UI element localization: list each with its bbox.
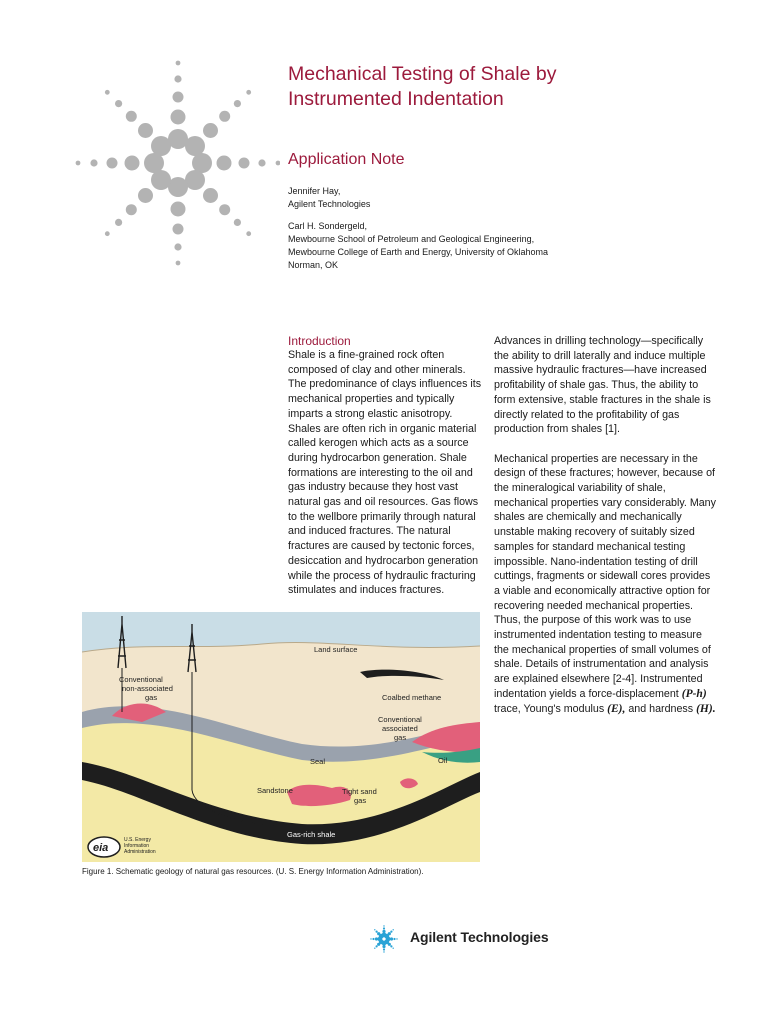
geology-figure — [82, 612, 480, 862]
spark-dot — [219, 204, 230, 215]
intro-paragraph: Shale is a fine-grained rock often composed of clay and other minerals. The predominance of clays influences its mechanical properties and typically imparts a strong elastic anisotropy. Shales are often rich in organic material called kerogen which acts as a source during hydrocarbon generation. Shale formations are interesting to the oil and gas industry because they host vast natural gas and oil resources. Gas flows to the wellbore primarily through natural and induced fractures. The natural fractures are caused by tectonic forces, desiccation and hydrocarbon generation while the process of hydraulic fracturing stimulates and induces fractures. — [288, 349, 482, 597]
spark-dot — [234, 100, 241, 107]
footer-spark-dot — [383, 951, 384, 952]
label-tight-sand-2: gas — [354, 796, 367, 805]
spark-dot — [125, 156, 140, 171]
footer-spark-dot — [374, 929, 375, 930]
agilent-spark-logo — [70, 58, 280, 268]
label-tight-sand-1: Tight sand — [342, 787, 377, 796]
spark-dot — [234, 219, 241, 226]
footer-spark-dot — [375, 937, 378, 940]
spark-dot — [126, 111, 137, 122]
spark-dot — [173, 224, 184, 235]
label-oil: Oil — [438, 756, 448, 765]
agilent-footer-spark-icon — [368, 924, 400, 954]
spark-dot — [90, 159, 97, 166]
footer-spark-dot — [396, 938, 397, 939]
spark-dot — [105, 90, 110, 95]
label-conventional-assoc-3: gas — [394, 733, 407, 742]
spark-dot — [115, 100, 122, 107]
symbol-e: (E), — [607, 702, 626, 715]
spark-dot — [276, 161, 280, 166]
footer-spark-dot — [390, 945, 392, 947]
footer-spark-dot — [383, 927, 385, 929]
mechanical-properties-paragraph: Mechanical properties are necessary in the design of these fractures; however, because of the mineralogical variability of shale, mechanical properties vary considerably. Many shales are chemically and mechanically unstable making recovery of suitably sized samples for standard mechanical testing impossible. Nano-indentation testing of drill cuttings, fragments or sidewall cores provides a viable and economically attractive option for recovering needed mechanical properties. Thus, the purpose of this work was to use instrumented indentation testing to measure the mechanical properties of small volumes of shale. Details of instrumentation and analysis are explained elsewhere [2-4]. Instrumented indentation yields a force-displacement (P-h) trace, Young's modulus (E), and hardness (H). — [494, 452, 716, 715]
footer-spark-dot — [372, 938, 374, 940]
author-2-affiliation-1: Mewbourne School of Petroleum and Geological Engineering, — [288, 233, 535, 244]
footer-company-name: Agilent Technologies — [410, 929, 549, 945]
footer-spark-dot — [377, 943, 380, 946]
spark-dot — [76, 161, 81, 166]
left-column — [288, 334, 484, 598]
spark-dot — [246, 90, 251, 95]
spark-dot — [217, 156, 232, 171]
label-gas-rich-shale: Gas-rich shale — [287, 830, 336, 839]
section-heading-introduction: Introduction — [288, 334, 351, 348]
footer-spark-dot — [382, 930, 385, 933]
label-conventional-nonassoc-1: Conventional — [119, 675, 163, 684]
spark-dot — [176, 61, 181, 66]
eia-line-2: Information — [124, 843, 150, 849]
footer-spark-dot — [388, 932, 391, 935]
document-type: Application Note — [288, 151, 405, 168]
footer-spark-dot — [383, 925, 384, 926]
footer-spark-dot — [393, 938, 395, 940]
spark-dot — [173, 92, 184, 103]
label-sandstone: Sandstone — [257, 786, 293, 795]
title-line-1: Mechanical Testing of Shale by — [288, 63, 557, 85]
spark-dot — [107, 158, 118, 169]
author-block — [288, 185, 718, 273]
symbol-ph: (P-h) — [681, 687, 707, 700]
label-seal: Seal — [310, 757, 326, 766]
right-column — [494, 334, 716, 716]
spark-dot — [174, 75, 181, 82]
spark-dot — [176, 261, 181, 266]
spark-dot — [105, 231, 110, 236]
eia-logo-text: eia — [93, 842, 109, 854]
eia-line-3: Administration — [124, 849, 156, 855]
spark-dot — [185, 136, 205, 156]
footer-spark-dot — [376, 931, 378, 933]
footer-spark-dot — [390, 937, 393, 940]
footer-spark-dot — [393, 929, 394, 930]
document-title — [288, 62, 708, 112]
label-conventional-nonassoc-2: non-associated — [122, 684, 173, 693]
label-conventional-assoc-2: associated — [382, 724, 418, 733]
title-line-2: Instrumented Indentation — [288, 88, 504, 110]
spark-dot — [138, 123, 153, 138]
eia-line-1: U.S. Energy — [124, 837, 151, 843]
footer-spark-dot — [383, 948, 385, 950]
spark-dot — [115, 219, 122, 226]
footer-spark-dot — [376, 945, 378, 947]
spark-dot — [174, 243, 181, 250]
spark-dot — [219, 111, 230, 122]
spark-dot — [171, 110, 186, 125]
spark-dot — [239, 158, 250, 169]
spark-dot — [171, 202, 186, 217]
spark-dot — [246, 231, 251, 236]
footer-spark-dot — [382, 945, 385, 948]
label-conventional-assoc-1: Conventional — [378, 715, 422, 724]
figure-caption: Figure 1. Schematic geology of natural gas resources. (U. S. Energy Information Administration). — [82, 867, 424, 876]
author-1-name: Jennifer Hay, — [288, 186, 341, 196]
spark-dot — [138, 188, 153, 203]
footer-spark-dot — [374, 948, 375, 949]
footer-spark-dot — [390, 931, 392, 933]
drilling-paragraph: Advances in drilling technology—specifically the ability to drill laterally and induce multiple massive hydraulic fractures—have increased profitability of shale gas. Thus, the ability to form extensive, stable fractures in the shale is directly related to the profitability of gas production from shales [1]. — [494, 335, 711, 436]
author-2-city: Norman, OK — [288, 260, 339, 271]
spark-dot — [203, 123, 218, 138]
label-land-surface: Land surface — [314, 645, 358, 654]
author-2-affiliation-2: Mewbourne College of Earth and Energy, University of Oklahoma — [288, 247, 548, 258]
footer-spark-dot — [388, 943, 391, 946]
author-2-name: Carl H. Sondergeld, — [288, 220, 368, 231]
spark-dot — [203, 188, 218, 203]
label-conventional-nonassoc-3: gas — [145, 693, 158, 702]
footer-spark-dot — [370, 938, 371, 939]
footer-spark-dot — [377, 932, 380, 935]
author-1-affiliation: Agilent Technologies — [288, 199, 371, 210]
symbol-h: (H). — [696, 702, 716, 715]
footer-spark-dot — [393, 948, 394, 949]
spark-dot — [258, 159, 265, 166]
label-coalbed-methane: Coalbed methane — [382, 693, 442, 702]
spark-dot — [126, 204, 137, 215]
